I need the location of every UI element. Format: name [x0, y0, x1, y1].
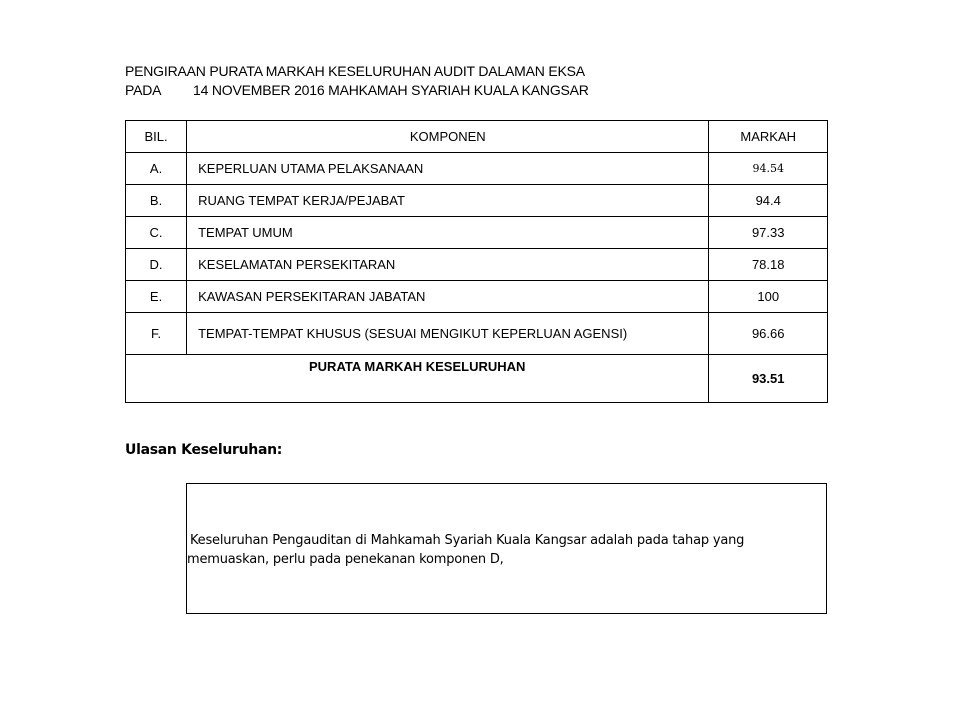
row-bil: C. — [126, 217, 187, 249]
score-table — [125, 120, 828, 403]
ulasan-label: Ulasan Keseluruhan: — [125, 442, 283, 458]
total-value: 93.51 — [709, 355, 828, 403]
row-bil: E. — [126, 281, 187, 313]
title-date-location: 14 NOVEMBER 2016 MAHKAMAH SYARIAH KUALA KANGSAR — [193, 82, 589, 98]
table-row — [126, 313, 828, 355]
table-row — [126, 249, 828, 281]
comment-line-2: memuaskan, perlu pada penekanan komponen D, — [187, 552, 504, 567]
row-komponen: KEPERLUAN UTAMA PELAKSANAAN — [187, 153, 709, 185]
header-komponen: KOMPONEN — [187, 121, 709, 153]
row-markah: 94.4 — [709, 185, 828, 217]
row-bil: A. — [126, 153, 187, 185]
row-komponen: RUANG TEMPAT KERJA/PEJABAT — [187, 185, 709, 217]
table-header-row — [126, 121, 828, 153]
header-markah: MARKAH — [709, 121, 828, 153]
row-komponen: TEMPAT UMUM — [187, 217, 709, 249]
row-bil: B. — [126, 185, 187, 217]
title-line-2 — [125, 81, 589, 100]
total-label: PURATA MARKAH KESELURUHAN — [126, 355, 709, 403]
row-markah: 100 — [709, 281, 828, 313]
total-row — [126, 355, 828, 403]
row-markah: 96.66 — [709, 313, 828, 355]
row-komponen: KESELAMATAN PERSEKITARAN — [187, 249, 709, 281]
row-markah: 78.18 — [709, 249, 828, 281]
title-line-1: PENGIRAAN PURATA MARKAH KESELURUHAN AUDIT DALAMAN EKSA — [125, 63, 585, 79]
table-row — [126, 281, 828, 313]
row-bil: F. — [126, 313, 187, 355]
header-bil: BIL. — [126, 121, 187, 153]
row-komponen: TEMPAT-TEMPAT KHUSUS (SESUAI MENGIKUT KEPERLUAN AGENSI) — [187, 313, 709, 355]
document-title — [125, 62, 589, 100]
table-row — [126, 153, 828, 185]
comment-text — [187, 531, 787, 569]
row-markah: 94.54 — [709, 153, 828, 185]
row-markah: 97.33 — [709, 217, 828, 249]
table-row — [126, 217, 828, 249]
row-bil: D. — [126, 249, 187, 281]
row-komponen: KAWASAN PERSEKITARAN JABATAN — [187, 281, 709, 313]
comment-line-1: Keseluruhan Pengauditan di Mahkamah Syariah Kuala Kangsar adalah pada tahap yang — [190, 533, 745, 548]
comment-box — [186, 483, 827, 614]
title-pada: PADA — [125, 82, 162, 98]
table-row — [126, 185, 828, 217]
